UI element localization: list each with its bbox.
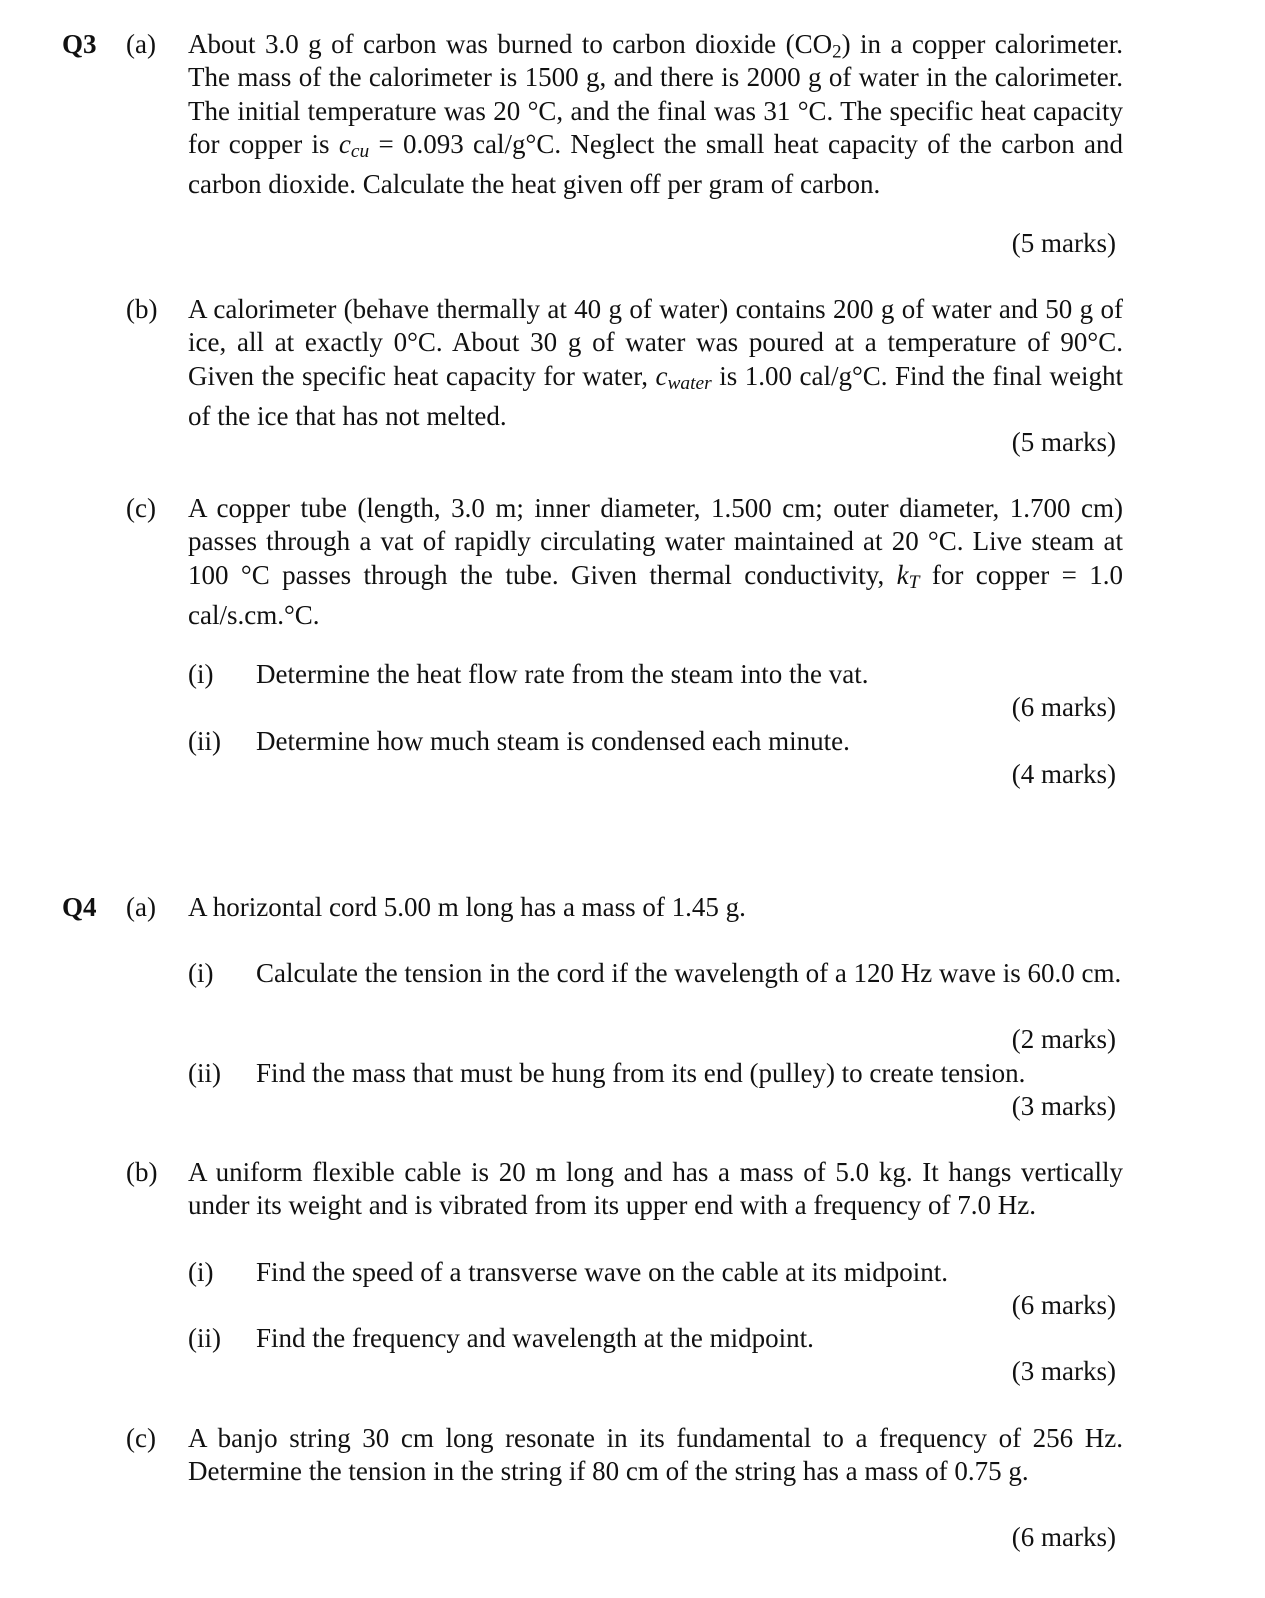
question-number-q4: Q4: [62, 892, 97, 922]
q4-b-i-label: (i): [188, 1257, 214, 1287]
q3-c-i-text: Determine the heat flow rate from the steam into the vat.: [256, 659, 869, 689]
q3-part-a-text: About 3.0 g of carbon was burned to carbon dioxide $(CO_2)$ in a copper calorimeter. The mass of the calorimeter is 1500 g, and there is 2000 g of water in the calorimeter. The initial temperature was 20 °C, and the final was 31 °C. The specific heat capacity for copper is ccu = 0.093 cal/g°C. Neglect the small heat capacity of the carbon and carbon dioxide. Calculate the heat given off per gram of carbon.: [188, 29, 1124, 200]
q4-b-ii-text: Find the frequency and wavelength at the midpoint.: [256, 1323, 814, 1353]
q3-part-a-marks: (5 marks): [1011, 228, 1116, 258]
q3-part-b-text: A calorimeter (behave thermally at 40 g of water) contains 200 g of water and 50 g of ice, all at exactly 0°C. About 30 g of water was poured at a temperature of 90°C. Given the specific heat capacity for water, cwater is 1.00 cal/g°C. Find the final weight of the ice that has not melted.: [188, 294, 1123, 431]
q3-c-i-marks: (6 marks): [1011, 692, 1116, 722]
q3-part-c-text: A copper tube (length, 3.0 m; inner diameter, 1.500 cm; outer diameter, 1.700 cm) passes through a vat of rapidly circulating water maintained at 20 °C. Live steam at 100 °C passes through the tube. Given thermal conductivity, kT for copper = 1.0 cal/s.cm.°C.: [188, 493, 1124, 630]
q3-part-b-label: (b): [126, 294, 158, 324]
q3-c-ii-label: (ii): [188, 726, 221, 756]
question-number-q3: Q3: [62, 29, 97, 59]
q4-part-b-label: (b): [126, 1157, 158, 1187]
q4-b-ii-marks: (3 marks): [1011, 1356, 1116, 1386]
q3-c-ii-marks: (4 marks): [1011, 759, 1116, 789]
q4-part-a-label: (a): [126, 892, 156, 922]
q4-a-ii-marks: (3 marks): [1011, 1091, 1116, 1121]
q3-c-ii-text: Determine how much steam is condensed each minute.: [256, 726, 850, 756]
q4-a-ii-text: Find the mass that must be hung from its end (pulley) to create tension.: [256, 1058, 1026, 1088]
q3-c-i-label: (i): [188, 659, 214, 689]
q4-part-c-text: A banjo string 30 cm long resonate in its fundamental to a frequency of 256 Hz. Determine the tension in the string if 80 cm of the string has a mass of 0.75 g.: [188, 1423, 1123, 1487]
q4-b-i-marks: (6 marks): [1011, 1290, 1116, 1320]
q4-b-ii-label: (ii): [188, 1323, 221, 1353]
q4-a-i-marks: (2 marks): [1011, 1024, 1116, 1054]
q4-part-a-text: A horizontal cord 5.00 m long has a mass of 1.45 g.: [188, 892, 746, 922]
q4-a-ii-label: (ii): [188, 1058, 221, 1088]
q4-part-b-text: A uniform flexible cable is 20 m long and has a mass of 5.0 kg. It hangs vertically under its weight and is vibrated from its upper end with a frequency of 7.0 Hz.: [188, 1157, 1123, 1221]
q3-part-b-marks: (5 marks): [1011, 427, 1116, 457]
q4-b-i-text: Find the speed of a transverse wave on the cable at its midpoint.: [256, 1257, 949, 1287]
q3-part-c-label: (c): [126, 493, 156, 523]
q4-a-i-text: Calculate the tension in the cord if the wavelength of a 120 Hz wave is 60.0 cm.: [256, 958, 1122, 988]
q4-a-i-label: (i): [188, 958, 214, 988]
q3-part-a-label: (a): [126, 29, 156, 59]
q4-part-c-label: (c): [126, 1423, 156, 1453]
q4-part-c-marks: (6 marks): [1011, 1522, 1116, 1552]
